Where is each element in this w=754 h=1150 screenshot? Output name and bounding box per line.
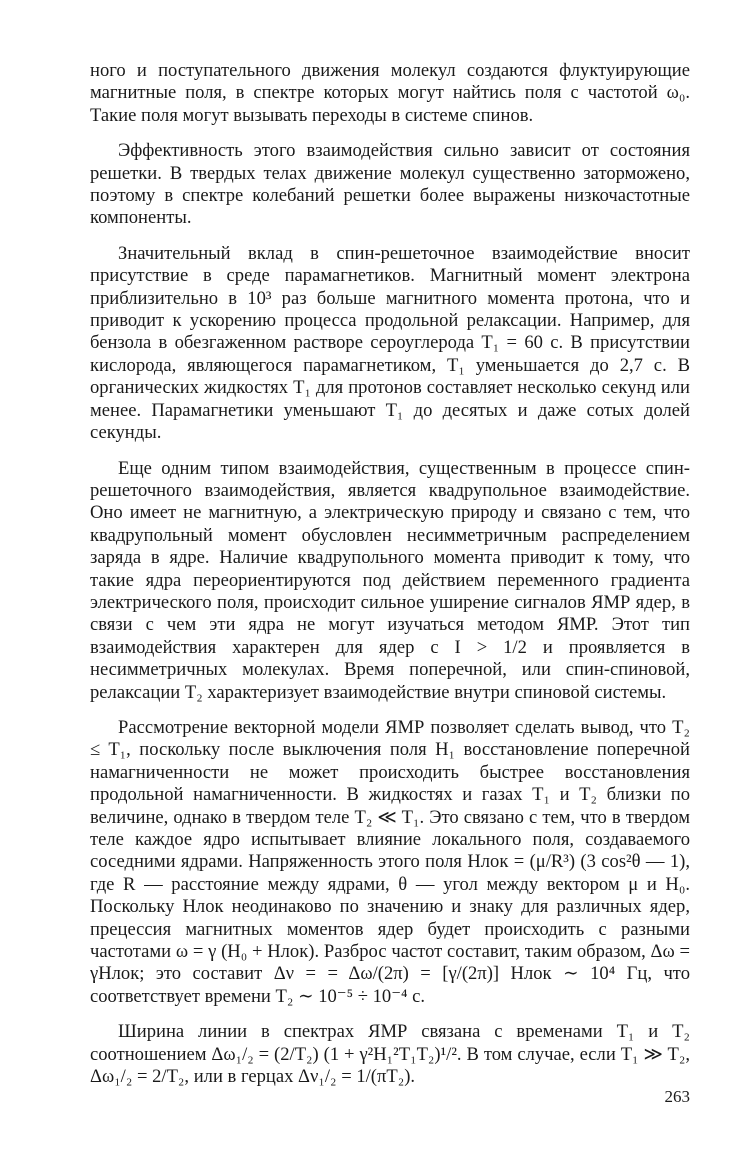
body-text [90, 60, 690, 1101]
paragraph-6: Ширина линии в спектрах ЯМР связана с временами T₁ и T₂ соотношением Δω₁/₂ = (2/T₂) (1 + γ²H₁²T₁T₂)¹/². В том случае, если T₁ ≫ T₂, Δω₁/₂ = 2/T₂, или в герцах Δν₁/₂ = 1/(πT₂). [90, 1021, 690, 1088]
paragraph-1: ного и поступательного движения молекул создаются флуктуирующие магнитные поля, в спектре которых могут найтись поля с частотой ω₀. Такие поля могут вызывать переходы в системе спинов. [90, 60, 690, 126]
paragraph-5: Рассмотрение векторной модели ЯМР позволяет сделать вывод, что T₂ ≤ T₁, поскольку после выключения поля H₁ восстановление поперечной намагниченности не может происходить быстрее восстановления продольной намагниченности. В жидкостях и газах T₁ и T₂ близки по величине, однако в твердом теле T₂ ≪ T₁. Это связано с тем, что в твердом теле каждое ядро испытывает влияние локального поля, создаваемого соседними ядрами. Напряженность этого поля Hлок = (μ/R³) (3 cos²θ — 1), где R — расстояние между ядрами, θ — угол между вектором μ и H₀. Поскольку Hлок неодинаково по значению и знаку для различных ядер, прецессия магнитных моментов ядер будет происходить с разными частотами ω = γ (H₀ + Hлок). Разброс частот составит, таким образом, Δω = γHлок; это составит Δν = = Δω/(2π) = [γ/(2π)] Hлок ∼ 10⁴ Гц, что соответствует времени T₂ ∼ 10⁻⁵ ÷ 10⁻⁴ с. [90, 716, 690, 1007]
paragraph-2: Эффективность этого взаимодействия сильно зависит от состояния решетки. В твердых телах движение молекул существенно заторможено, поэтому в спектре колебаний решетки более выражены низкочастотные компоненты. [90, 140, 690, 229]
paragraph-3: Значительный вклад в спин-решеточное взаимодействие вносит присутствие в среде парамагнетиков. Магнитный момент электрона приблизительно в 10³ раз больше магнитного момента протона, что и приводит к ускорению процесса продольной релаксации. Например, для бензола в обезгаженном растворе сероуглерода T₁ = 60 с. В присутствии кислорода, являющегося парамагнетиком, T₁ уменьшается до 2,7 с. В органических жидкостях T₁ для протонов составляет несколько секунд или менее. Парамагнетики уменьшают T₁ до десятых и даже сотых долей секунды. [90, 242, 690, 444]
page-number: 263 [664, 1087, 690, 1106]
paragraph-4: Еще одним типом взаимодействия, существенным в процессе спин-решеточного взаимодействия, является квадрупольное взаимодействие. Оно имеет не магнитную, а электрическую природу и связано с тем, что квадрупольный момент обусловлен несимметричным распределением заряда в ядре. Наличие квадрупольного момента приводит к тому, что такие ядра переориентируются под действием переменного градиента электрического поля, происходит сильное уширение сигналов ЯМР ядер, в связи с чем эти ядра не могут изучаться методом ЯМР. Этот тип взаимодействия характерен для ядер с I > 1/2 и проявляется в несимметричных молекулах. Время поперечной, или спин-спиновой, релаксации T₂ характеризует взаимодействие внутри спиновой системы. [90, 457, 690, 703]
